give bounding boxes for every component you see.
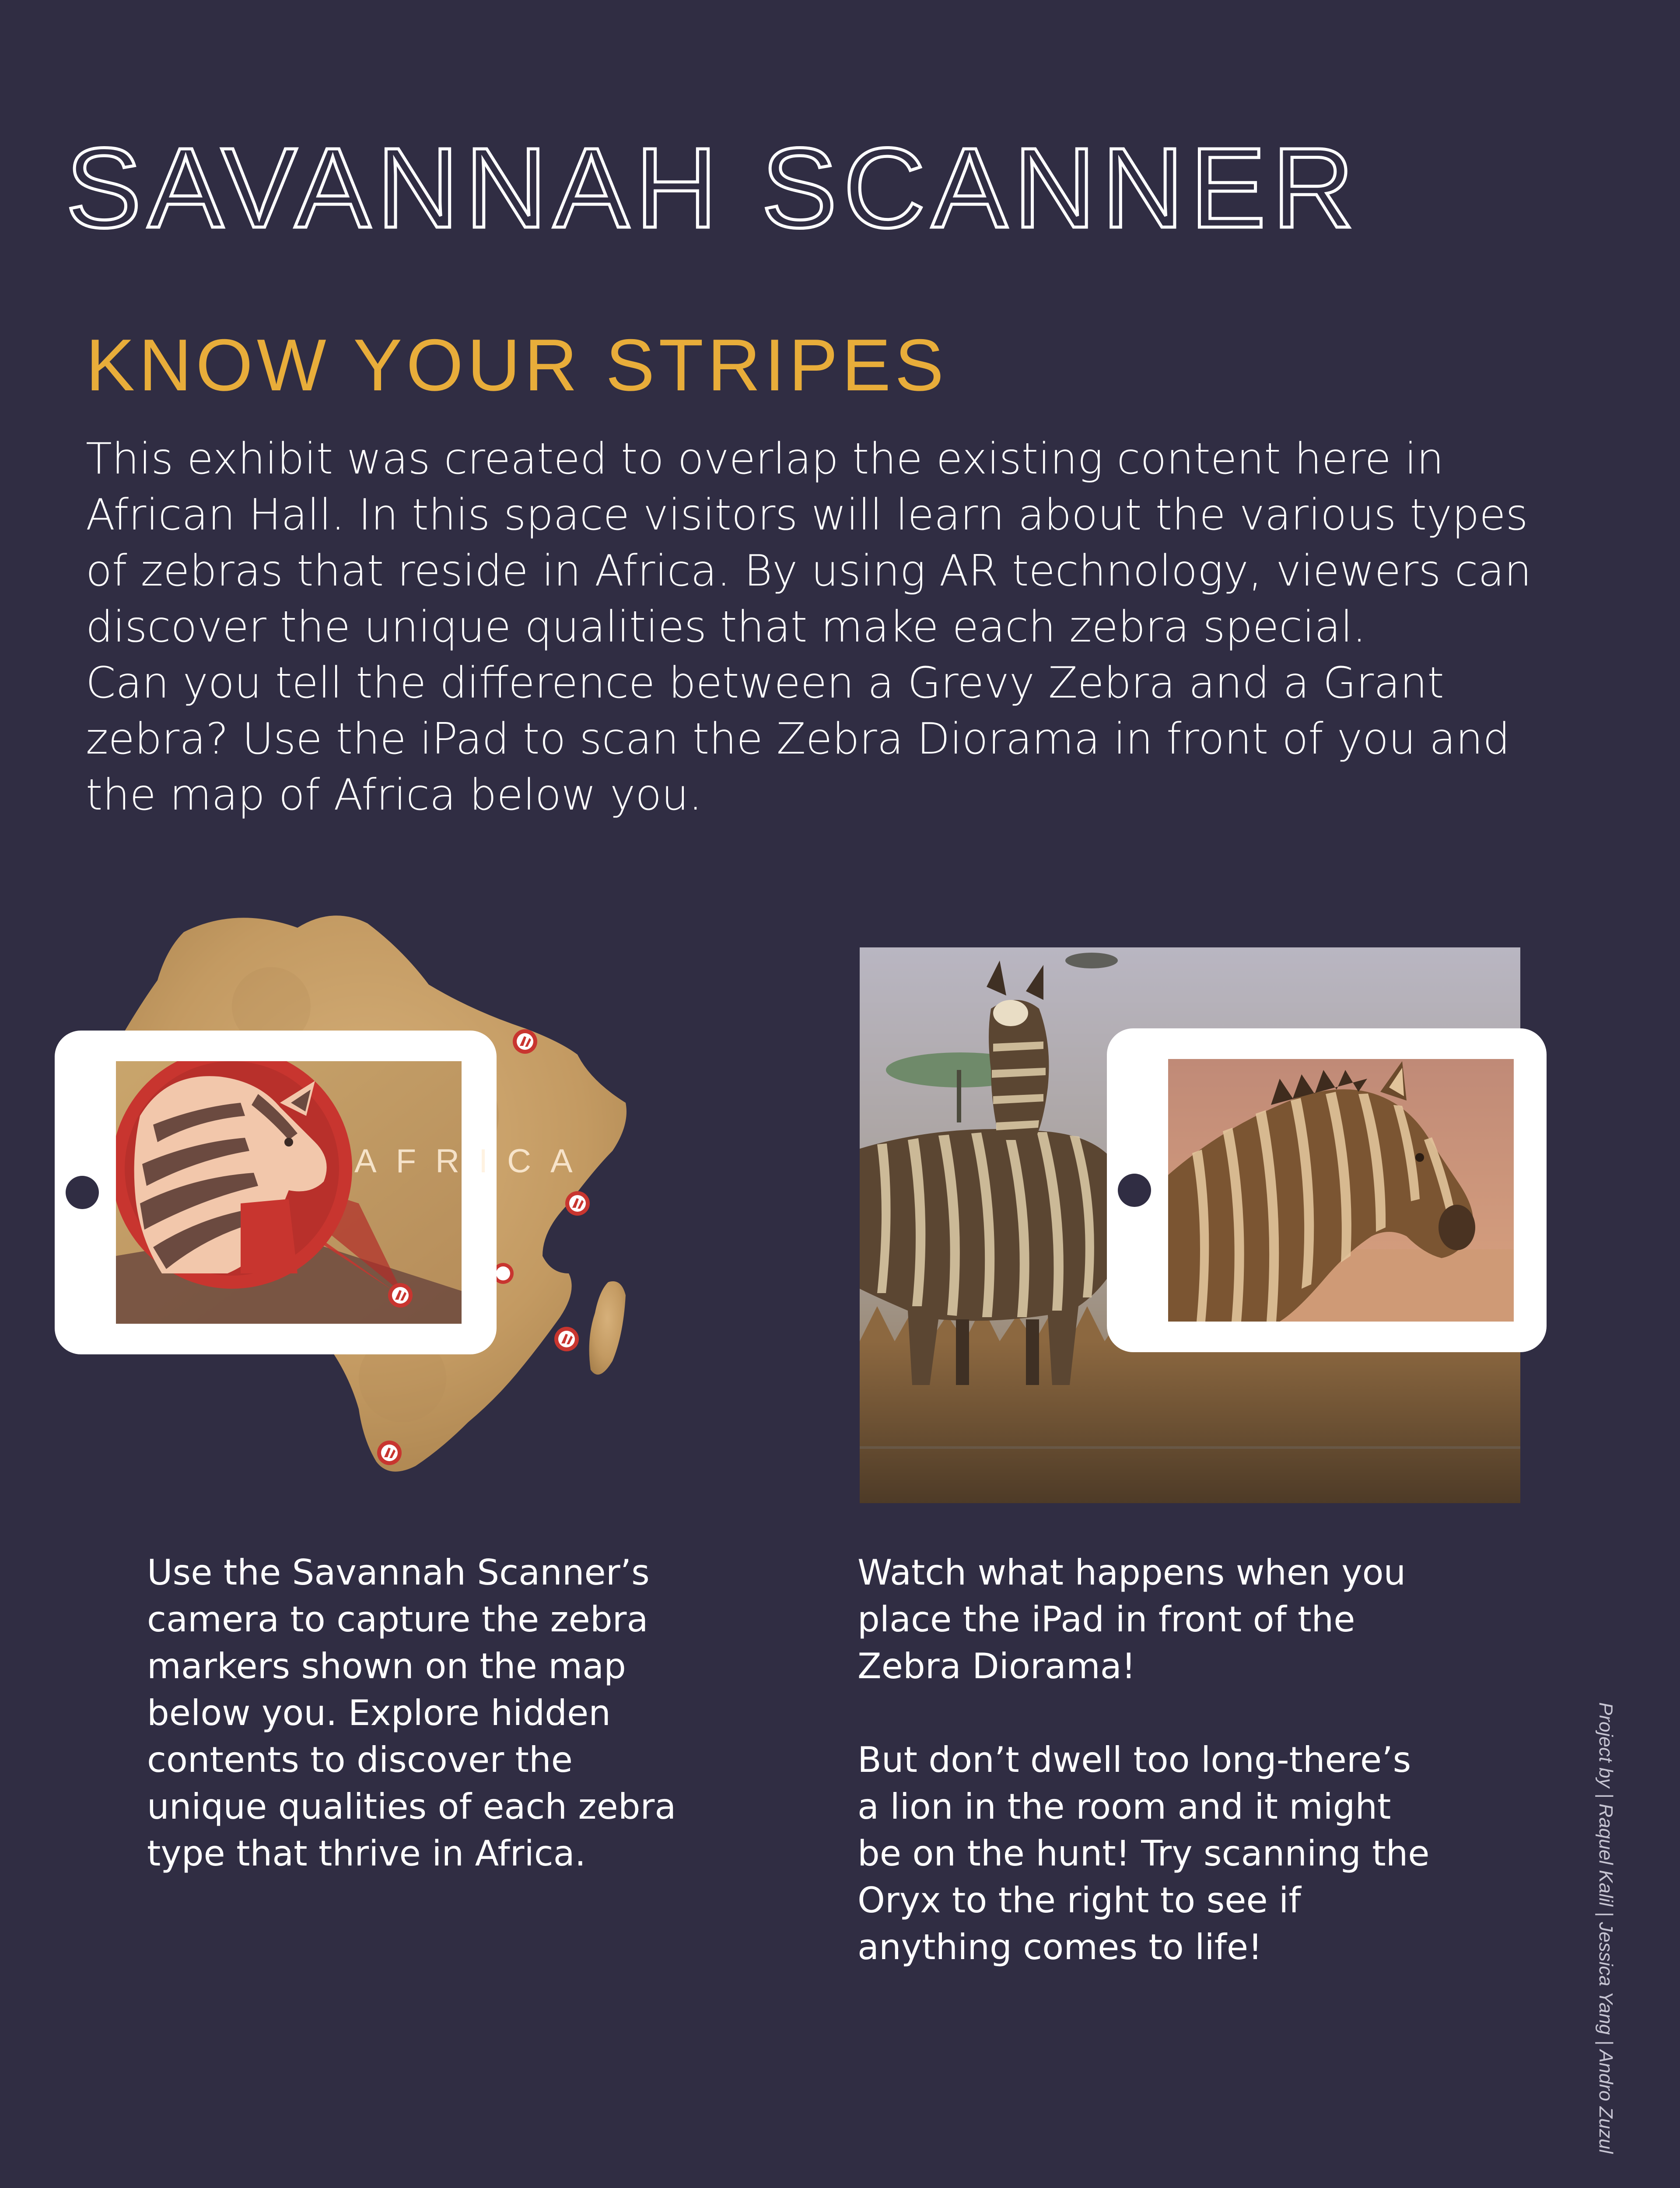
caption-line: Oryx to the right to see if	[858, 1880, 1301, 1921]
caption-line: unique qualities of each zebra	[147, 1786, 676, 1827]
caption-line: camera to capture the zebra	[147, 1599, 648, 1640]
caption-spacer	[858, 1690, 1430, 1736]
caption-line: Zebra Diorama!	[858, 1646, 1136, 1687]
page-title: SAVANNAH SCANNER	[66, 125, 1361, 252]
zebra-marker-icon	[554, 1327, 579, 1351]
madagascar-shape	[589, 1281, 626, 1375]
intro-line: discover the unique qualities that make each zebra special.	[86, 602, 1366, 652]
caption-line: contents to discover the	[147, 1739, 573, 1780]
home-button-icon	[66, 1176, 99, 1209]
caption-line: Watch what happens when you	[858, 1552, 1406, 1593]
africa-map-illustration	[52, 897, 674, 1505]
diorama-caption	[858, 1549, 1430, 1971]
caption-line: below you. Explore hidden	[147, 1693, 611, 1733]
zebra-diorama-figure	[860, 947, 1547, 1503]
zebra-marker-icon	[513, 1029, 537, 1054]
zebra-marker-icon	[565, 1191, 590, 1216]
africa-map-figure	[52, 897, 674, 1505]
caption-line: be on the hunt! Try scanning the	[858, 1833, 1430, 1874]
intro-paragraph	[86, 431, 1530, 823]
caption-line: place the iPad in front of the	[858, 1599, 1355, 1640]
caption-line: But don’t dwell too long-there’s	[858, 1739, 1411, 1780]
caption-line: type that thrive in Africa.	[147, 1833, 586, 1874]
caption-line: anything comes to life!	[858, 1927, 1263, 1967]
caption-line: a lion in the room and it might	[858, 1786, 1391, 1827]
intro-line: African Hall. In this space visitors will learn about the various types	[86, 490, 1528, 540]
africa-map-label: AFRICA	[354, 1143, 592, 1180]
intro-line: zebra? Use the iPad to scan the Zebra Diorama in front of you and	[86, 714, 1510, 764]
zebra-marker-icon	[377, 1441, 402, 1465]
ipad-icon	[1107, 1028, 1547, 1352]
zebra-diorama-illustration	[860, 947, 1547, 1503]
caption-line: Use the Savannah Scanner’s	[147, 1552, 650, 1593]
intro-line: of zebras that reside in Africa. By using AR technology, viewers can	[86, 546, 1532, 596]
map-caption	[147, 1549, 676, 1877]
page-subtitle: KNOW YOUR STRIPES	[86, 324, 948, 406]
intro-line: the map of Africa below you.	[86, 770, 703, 820]
caption-line: markers shown on the map	[147, 1646, 626, 1687]
home-button-icon	[1118, 1174, 1151, 1207]
intro-line: This exhibit was created to overlap the existing content here in	[86, 434, 1444, 484]
ipad-icon	[55, 1031, 497, 1354]
project-credits: Project by | Raquel Kalil | Jessica Yang | Andro Zuzul	[1595, 1702, 1617, 2154]
intro-line: Can you tell the difference between a Grevy Zebra and a Grant	[86, 658, 1444, 708]
